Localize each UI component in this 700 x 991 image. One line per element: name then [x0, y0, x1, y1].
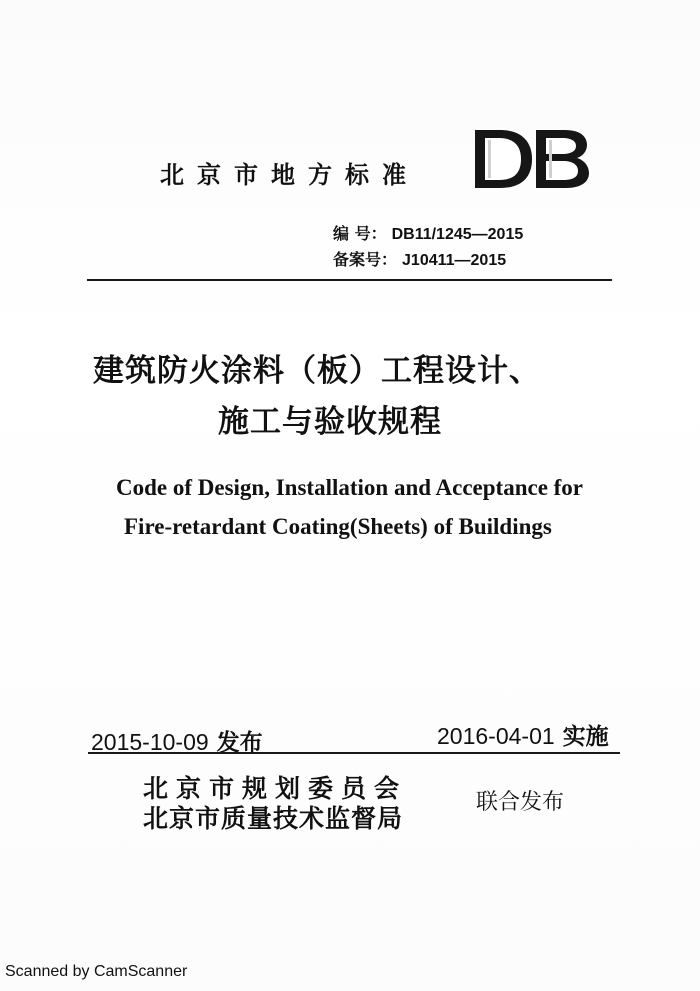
implement-date-value: 2016-04-01: [437, 723, 555, 749]
standard-number-label: 编 号：: [333, 224, 387, 243]
db-logo-d: [475, 130, 532, 188]
bottom-divider: [88, 752, 620, 754]
db-logo-b: [536, 130, 589, 188]
implement-date-label: 实施: [562, 724, 609, 750]
standard-type: 北京市地方标准: [160, 161, 419, 189]
issue-date-value: 2015-10-09: [91, 729, 209, 755]
scanner-watermark: Scanned by CamScanner: [5, 963, 188, 980]
standard-number-row: [333, 221, 593, 244]
issuer-quality-bureau: 北京市质量技术监督局: [143, 804, 404, 833]
issuer-planning-commission: 北京市规划委员会: [143, 774, 408, 803]
record-number-row: [333, 247, 593, 270]
standard-number-value: DB11/1245—2015: [391, 226, 524, 243]
record-number-label: 备案号：: [333, 250, 398, 269]
record-number-value: J10411—2015: [402, 252, 507, 269]
title-en-line2: Fire-retardant Coating(Sheets) of Buildings: [124, 514, 552, 539]
title-cn-line2: 施工与验收规程: [218, 404, 442, 440]
db-logo: [470, 126, 592, 192]
title-cn-line1: 建筑防火涂料（板）工程设计、: [93, 353, 541, 389]
implement-date: [437, 718, 609, 751]
issue-date-label: 发布: [216, 730, 263, 756]
joint-issue-label: 联合发布: [476, 790, 565, 815]
top-divider: [87, 279, 612, 281]
title-en-line1: Code of Design, Installation and Acceptance for: [116, 475, 584, 500]
